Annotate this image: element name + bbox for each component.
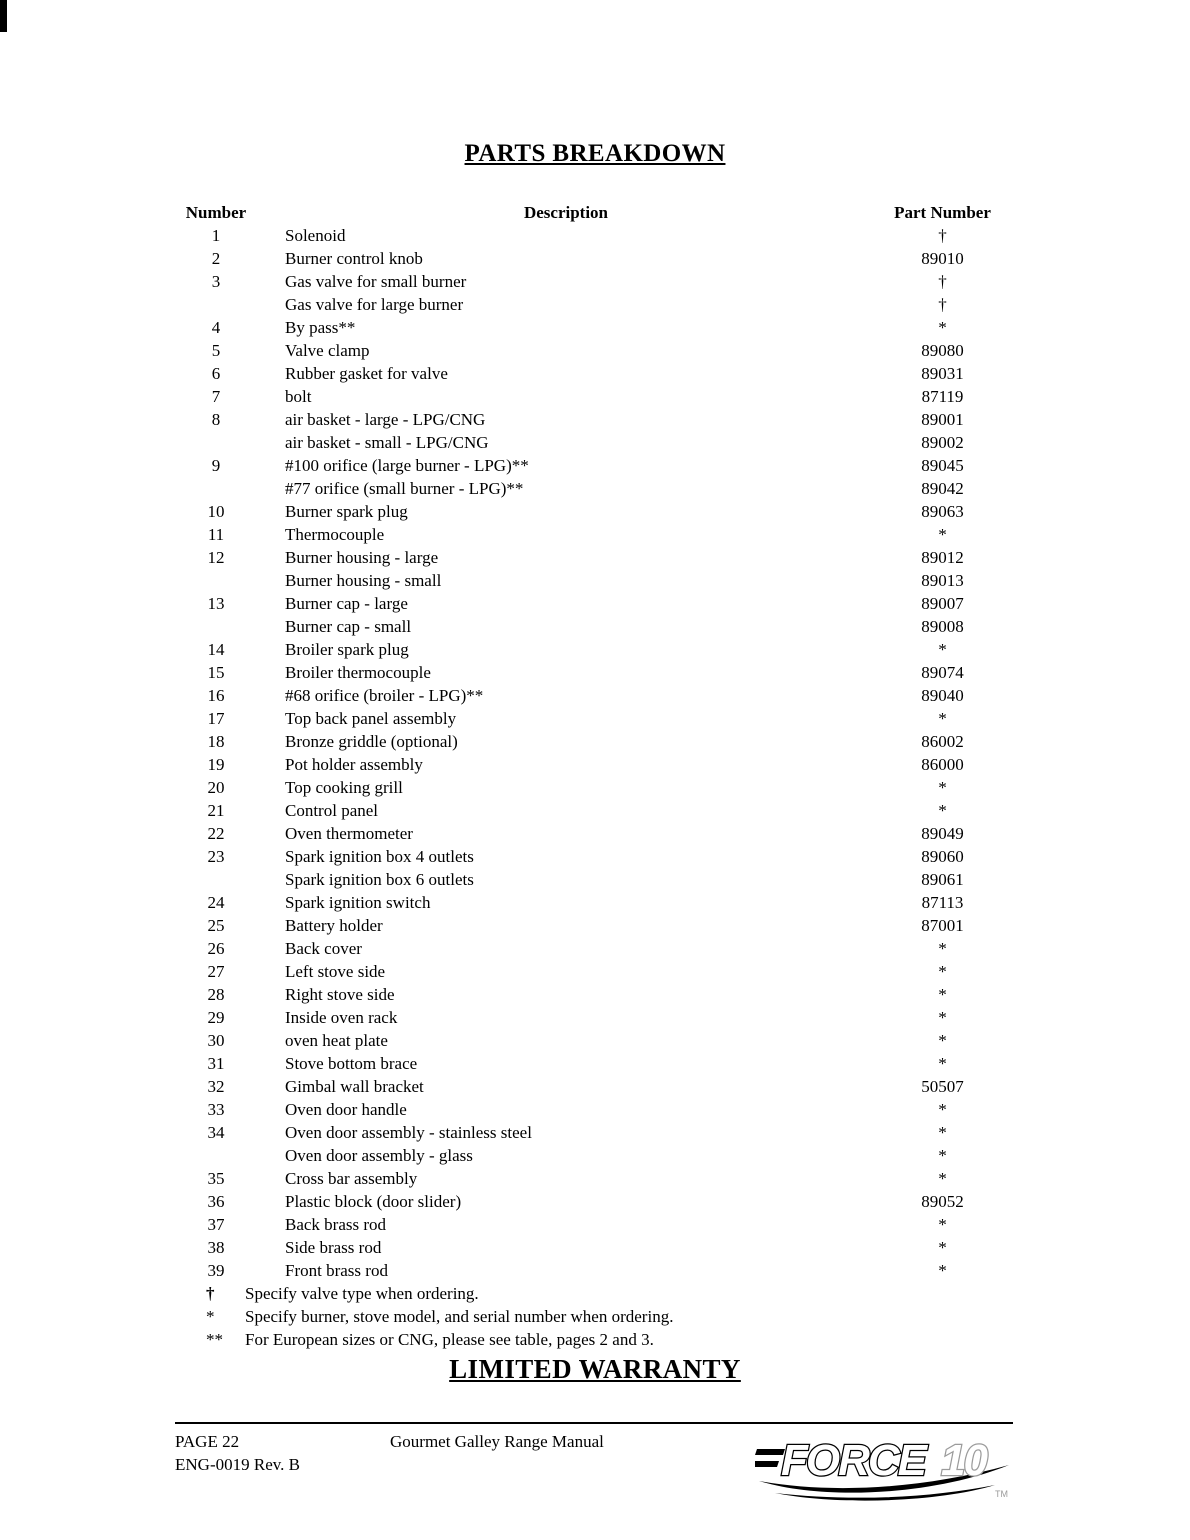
table-row	[175, 385, 1012, 408]
part-description: oven heat plate	[285, 1031, 388, 1050]
part-description: Stove bottom brace	[285, 1054, 418, 1073]
part-index: 31	[207, 1054, 225, 1073]
table-row	[175, 1259, 1012, 1282]
part-number: 89042	[921, 479, 964, 498]
part-index: 14	[207, 640, 225, 659]
part-index: 2	[211, 249, 221, 268]
part-description: Burner spark plug	[285, 502, 408, 521]
part-index: 18	[207, 732, 225, 751]
part-description: Gas valve for large burner	[285, 295, 464, 314]
part-number: *	[938, 1008, 947, 1027]
part-description: Inside oven rack	[285, 1008, 398, 1027]
part-number: 89063	[921, 502, 964, 521]
part-index: 23	[207, 847, 225, 866]
part-description: Oven door assembly - stainless steel	[285, 1123, 532, 1142]
part-number: *	[938, 939, 947, 958]
table-row	[175, 707, 1012, 730]
table-row	[175, 1236, 1012, 1259]
part-description: Spark ignition switch	[285, 893, 431, 912]
part-description: Burner housing - large	[285, 548, 439, 567]
table-row	[175, 845, 1012, 868]
part-description: air basket - large - LPG/CNG	[285, 410, 486, 429]
table-row	[175, 592, 1012, 615]
table-row	[175, 1213, 1012, 1236]
part-number: 89010	[921, 249, 964, 268]
part-number: †	[938, 272, 947, 291]
table-row	[175, 822, 1012, 845]
part-index	[175, 431, 257, 454]
page-title-wrap	[0, 0, 1190, 168]
footnote-text: Specify burner, stove model, and serial number when ordering.	[245, 1307, 674, 1326]
part-number: 89061	[921, 870, 964, 889]
part-index: 22	[207, 824, 225, 843]
part-index: 15	[207, 663, 225, 682]
table-row	[175, 684, 1012, 707]
part-index: 34	[207, 1123, 225, 1142]
table-row	[175, 1121, 1012, 1144]
part-number: *	[938, 985, 947, 1004]
part-description: Plastic block (door slider)	[285, 1192, 462, 1211]
part-index: 35	[207, 1169, 225, 1188]
table-row	[175, 293, 1012, 316]
part-description: Side brass rod	[285, 1238, 382, 1257]
part-description: Solenoid	[285, 226, 346, 245]
table-row	[175, 661, 1012, 684]
part-description: Oven door assembly - glass	[285, 1146, 473, 1165]
scan-artifact	[0, 0, 7, 32]
part-number: 89060	[921, 847, 964, 866]
part-index: 11	[207, 525, 225, 544]
part-description: air basket - small - LPG/CNG	[285, 433, 489, 452]
table-row	[175, 891, 1012, 914]
force10-logo	[755, 1429, 1013, 1507]
footnote-text: For European sizes or CNG, please see table, pages 2 and 3.	[245, 1330, 654, 1349]
part-number: *	[938, 1169, 947, 1188]
footnote-symbol: †	[206, 1284, 215, 1303]
footer-revision: ENG-0019 Rev. B	[175, 1455, 300, 1474]
part-description: Top cooking grill	[285, 778, 403, 797]
table-row	[175, 569, 1012, 592]
part-number: 87119	[921, 387, 964, 406]
part-number: 89052	[921, 1192, 964, 1211]
part-index: 32	[207, 1077, 225, 1096]
warranty-title-wrap	[0, 1354, 1190, 1385]
footnote-text: Specify valve type when ordering.	[245, 1284, 479, 1303]
part-description: Spark ignition box 4 outlets	[285, 847, 474, 866]
footnote	[175, 1282, 1012, 1305]
table-row	[175, 638, 1012, 661]
part-number: 89007	[921, 594, 964, 613]
part-index: 21	[207, 801, 225, 820]
footnotes	[175, 1282, 1012, 1351]
part-number: *	[938, 525, 947, 544]
table-header-row	[175, 201, 1012, 224]
table-row	[175, 224, 1012, 247]
part-index: 29	[207, 1008, 225, 1027]
part-description: Gas valve for small burner	[285, 272, 467, 291]
part-index: 6	[211, 364, 221, 383]
part-description: Broiler spark plug	[285, 640, 409, 659]
part-description: Back brass rod	[285, 1215, 387, 1234]
table-body	[175, 224, 1012, 1282]
table-row	[175, 362, 1012, 385]
table-row	[175, 1144, 1012, 1167]
part-index	[175, 569, 257, 592]
warranty-title: LIMITED WARRANTY	[449, 1354, 741, 1384]
table-row	[175, 247, 1012, 270]
part-index: 36	[207, 1192, 225, 1211]
part-number: 89074	[921, 663, 964, 682]
part-number: 89045	[921, 456, 964, 475]
table-row	[175, 753, 1012, 776]
part-description: Broiler thermocouple	[285, 663, 431, 682]
logo-tm-text: TM	[995, 1489, 1008, 1499]
table-row	[175, 500, 1012, 523]
table-row	[175, 477, 1012, 500]
header-number: Number	[185, 203, 247, 222]
part-description: #100 orifice (large burner - LPG)**	[285, 456, 529, 475]
table-row	[175, 270, 1012, 293]
part-number: 86002	[921, 732, 964, 751]
part-index: 37	[207, 1215, 225, 1234]
table-row	[175, 1190, 1012, 1213]
part-description: Burner cap - small	[285, 617, 412, 636]
part-number: 87113	[921, 893, 964, 912]
footer-page-number: PAGE 22	[175, 1432, 240, 1451]
part-index: 25	[207, 916, 225, 935]
table-row	[175, 339, 1012, 362]
table-row	[175, 914, 1012, 937]
part-description: Cross bar assembly	[285, 1169, 418, 1188]
part-index: 13	[207, 594, 225, 613]
part-index	[175, 293, 257, 316]
logo-ten-text: 10	[941, 1436, 986, 1485]
part-number: 89031	[921, 364, 964, 383]
part-description: bolt	[285, 387, 312, 406]
part-description: Rubber gasket for valve	[285, 364, 448, 383]
part-description: Back cover	[285, 939, 362, 958]
part-index: 7	[211, 387, 221, 406]
table-row	[175, 776, 1012, 799]
page-footer	[175, 1422, 1013, 1499]
part-number: *	[938, 1261, 947, 1280]
part-index: 26	[207, 939, 225, 958]
table-row	[175, 431, 1012, 454]
page-title: PARTS BREAKDOWN	[464, 140, 726, 167]
part-index: 24	[207, 893, 225, 912]
part-number: *	[938, 801, 947, 820]
part-index: 20	[207, 778, 225, 797]
parts-table	[175, 201, 1012, 1282]
footnote	[175, 1328, 1012, 1351]
part-index: 17	[207, 709, 225, 728]
part-index: 3	[211, 272, 221, 291]
part-number: *	[938, 640, 947, 659]
part-number: †	[938, 226, 947, 245]
part-index: 39	[207, 1261, 225, 1280]
part-index: 9	[211, 456, 221, 475]
part-number: 50507	[921, 1077, 964, 1096]
part-description: Burner control knob	[285, 249, 423, 268]
part-description: Control panel	[285, 801, 379, 820]
part-description: By pass**	[285, 318, 356, 337]
table-row	[175, 615, 1012, 638]
table-row	[175, 1006, 1012, 1029]
part-description: Top back panel assembly	[285, 709, 457, 728]
part-number: *	[938, 1215, 947, 1234]
footnote	[175, 1305, 1012, 1328]
part-description: Oven door handle	[285, 1100, 407, 1119]
header-part-number: Part Number	[894, 203, 991, 222]
part-index	[175, 477, 257, 500]
part-index: 16	[207, 686, 225, 705]
table-row	[175, 1075, 1012, 1098]
part-number: 89001	[921, 410, 964, 429]
part-number: *	[938, 962, 947, 981]
part-number: *	[938, 1146, 947, 1165]
part-index: 33	[207, 1100, 225, 1119]
part-index	[175, 868, 257, 891]
part-index: 1	[211, 226, 221, 245]
part-index	[175, 615, 257, 638]
force10-logo-graphic	[755, 1429, 1013, 1507]
table-row	[175, 960, 1012, 983]
table-row	[175, 1098, 1012, 1121]
table-row	[175, 730, 1012, 753]
part-description: Oven thermometer	[285, 824, 413, 843]
part-index: 27	[207, 962, 225, 981]
table-row	[175, 1167, 1012, 1190]
part-number: *	[938, 1100, 947, 1119]
part-number: *	[938, 1054, 947, 1073]
part-index: 10	[207, 502, 225, 521]
table-row	[175, 546, 1012, 569]
part-description: Gimbal wall bracket	[285, 1077, 424, 1096]
part-number: 89012	[921, 548, 964, 567]
table-row	[175, 868, 1012, 891]
table-row	[175, 523, 1012, 546]
part-index: 5	[211, 341, 221, 360]
part-description: Battery holder	[285, 916, 383, 935]
part-description: #77 orifice (small burner - LPG)**	[285, 479, 524, 498]
part-description: Thermocouple	[285, 525, 385, 544]
part-number: 87001	[921, 916, 964, 935]
part-description: Front brass rod	[285, 1261, 388, 1280]
part-description: Right stove side	[285, 985, 395, 1004]
part-index: 19	[207, 755, 225, 774]
part-number: 89080	[921, 341, 964, 360]
part-number: *	[938, 1031, 947, 1050]
part-number: *	[938, 778, 947, 797]
part-description: Spark ignition box 6 outlets	[285, 870, 474, 889]
part-number: 89049	[921, 824, 964, 843]
part-description: Burner cap - large	[285, 594, 408, 613]
part-index	[175, 1144, 257, 1167]
part-number: 89040	[921, 686, 964, 705]
part-index: 38	[207, 1238, 225, 1257]
table-row	[175, 316, 1012, 339]
table-row	[175, 1029, 1012, 1052]
part-number: *	[938, 1123, 947, 1142]
table-row	[175, 454, 1012, 477]
part-index: 28	[207, 985, 225, 1004]
part-number: 86000	[921, 755, 964, 774]
part-description: Burner housing - small	[285, 571, 442, 590]
part-description: Bronze griddle (optional)	[285, 732, 458, 751]
part-index: 4	[211, 318, 221, 337]
table-row	[175, 1052, 1012, 1075]
part-number: 89002	[921, 433, 964, 452]
footnote-symbol: *	[206, 1307, 215, 1326]
part-number: 89013	[921, 571, 964, 590]
part-number: *	[938, 709, 947, 728]
table-row	[175, 408, 1012, 431]
table-row	[175, 983, 1012, 1006]
table-row	[175, 937, 1012, 960]
footer-manual-title: Gourmet Galley Range Manual	[390, 1432, 604, 1451]
part-index: 12	[207, 548, 225, 567]
part-description: Pot holder assembly	[285, 755, 423, 774]
part-description: Valve clamp	[285, 341, 370, 360]
footnote-symbol: **	[206, 1330, 223, 1349]
header-description: Description	[523, 203, 609, 222]
table-row	[175, 799, 1012, 822]
part-index: 8	[211, 410, 221, 429]
part-number: 89008	[921, 617, 964, 636]
part-description: #68 orifice (broiler - LPG)**	[285, 686, 484, 705]
part-number: †	[938, 295, 947, 314]
part-index: 30	[207, 1031, 225, 1050]
part-description: Left stove side	[285, 962, 386, 981]
logo-force-text: FORCE	[781, 1436, 925, 1485]
part-number: *	[938, 1238, 947, 1257]
part-number: *	[938, 318, 947, 337]
